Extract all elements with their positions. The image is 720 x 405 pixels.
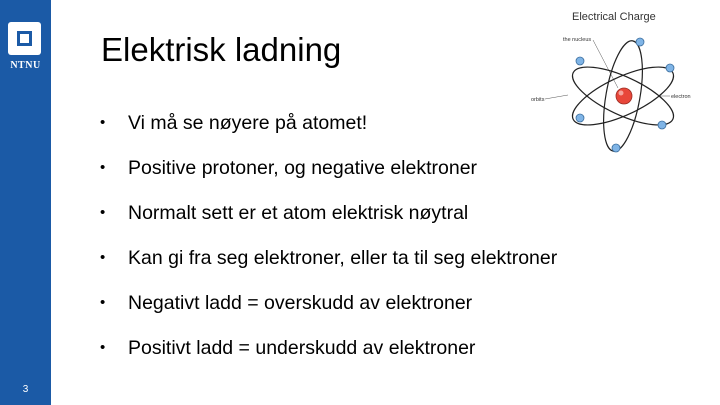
bullet-dot-icon: • [100, 249, 106, 266]
electron-icon [576, 114, 584, 122]
electron-icon [612, 144, 620, 152]
label-orbits: orbits [531, 97, 545, 103]
bullet-text: Kan gi fra seg elektroner, eller ta til seg elektroner [128, 247, 558, 269]
bullet-text: Negativt ladd = overskudd av elektroner [128, 292, 473, 314]
bullet-dot-icon: • [100, 159, 106, 176]
slide-title: Elektrisk ladning [101, 31, 342, 68]
electron-icon [636, 38, 644, 46]
bullet-text: Positivt ladd = underskudd av elektroner [128, 337, 476, 359]
slide-number: 3 [22, 384, 29, 395]
bullet-text: Vi må se nøyere på atomet! [128, 112, 368, 134]
label-electron: electron [671, 94, 691, 100]
bullet-item [100, 153, 557, 198]
bullet-dot-icon: • [100, 114, 106, 131]
logo-text: NTNU [10, 60, 41, 71]
bullet-text: Normalt sett er et atom elektrisk nøytral [128, 202, 469, 224]
atom-diagram [525, 5, 720, 157]
diagram-title: Electrical Charge [572, 11, 656, 23]
sidebar [0, 0, 51, 405]
electron-icon [658, 121, 666, 129]
bullet-item [100, 243, 557, 288]
bullet-dot-icon: • [100, 339, 106, 356]
bullet-text: Positive protoner, og negative elektroner [128, 157, 478, 179]
bullet-list [100, 108, 557, 378]
bullet-item [100, 333, 557, 378]
electron-icon [666, 64, 674, 72]
electron-icon [576, 57, 584, 65]
bullet-item [100, 108, 557, 153]
label-nucleus: the nucleus [563, 37, 592, 43]
nucleus-icon [616, 88, 632, 104]
bullet-item [100, 198, 557, 243]
bullet-dot-icon: • [100, 204, 106, 221]
ntnu-logo-icon [8, 22, 41, 55]
bullet-item [100, 288, 557, 333]
bullet-dot-icon: • [100, 294, 106, 311]
